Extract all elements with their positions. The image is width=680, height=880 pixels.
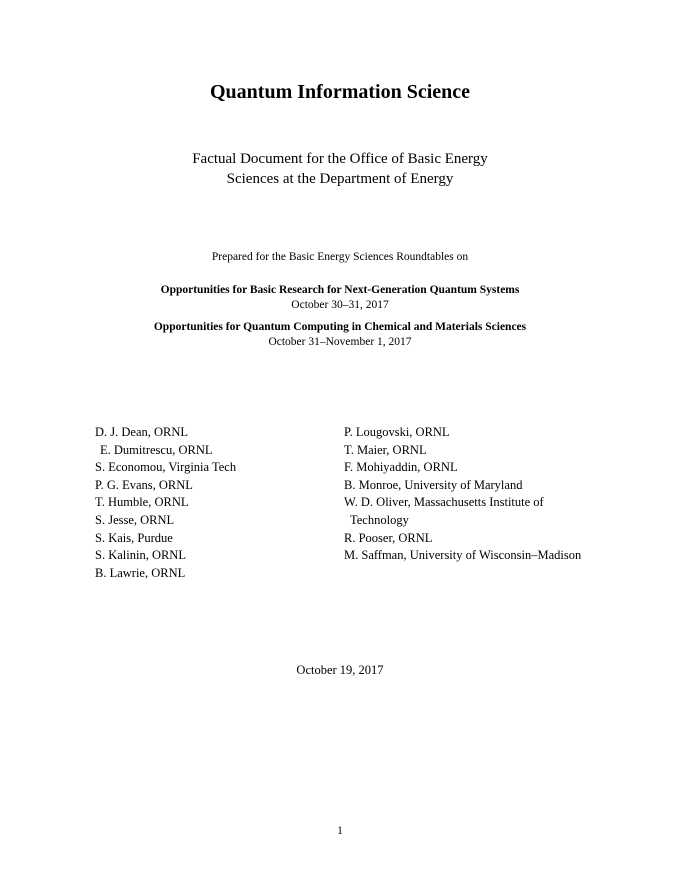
author-name: B. Monroe, University of Maryland	[344, 477, 523, 492]
roundtable-dates: October 31–November 1, 2017	[268, 336, 412, 348]
author-name: W. D. Oliver, Massachusetts Institute of	[344, 495, 544, 510]
subtitle-line: Factual Document for the Office of Basic Energy	[192, 151, 488, 167]
roundtable-name: Opportunities for Basic Research for Next-Generation Quantum Systems	[160, 284, 520, 296]
author-name: E. Dumitrescu, ORNL	[100, 442, 213, 457]
roundtable-entry	[0, 320, 680, 350]
document-title: Quantum Information Science	[210, 81, 470, 103]
subtitle-line: Sciences at the Department of Energy	[226, 171, 454, 187]
author-name: B. Lawrie, ORNL	[95, 565, 186, 580]
roundtable-dates: October 30–31, 2017	[291, 299, 389, 311]
author-name: R. Pooser, ORNL	[344, 530, 433, 545]
authors-right-column	[344, 424, 581, 565]
author-name: S. Kais, Purdue	[95, 530, 173, 545]
author-name: T. Humble, ORNL	[95, 495, 189, 510]
page-number: 1	[337, 825, 343, 837]
author-name: S. Jesse, ORNL	[95, 512, 175, 527]
author-name: P. Lougovski, ORNL	[344, 425, 450, 439]
author-name: F. Mohiyaddin, ORNL	[344, 460, 458, 475]
roundtable-name: Opportunities for Quantum Computing in Chemical and Materials Sciences	[153, 321, 527, 333]
author-name: P. G. Evans, ORNL	[95, 477, 193, 492]
author-name: S. Economou, Virginia Tech	[95, 460, 237, 475]
author-name: S. Kalinin, ORNL	[95, 548, 186, 563]
prepared-for-text: Prepared for the Basic Energy Sciences Roundtables on	[211, 251, 469, 263]
document-date: October 19, 2017	[296, 663, 384, 677]
author-name: M. Saffman, University of Wisconsin–Madison	[344, 548, 582, 563]
authors-left-column	[95, 424, 236, 582]
author-name: T. Maier, ORNL	[344, 442, 427, 457]
roundtable-entry	[0, 283, 680, 313]
author-name: D. J. Dean, ORNL	[95, 425, 189, 439]
author-affiliation-continuation: Technology	[350, 512, 409, 527]
document-subtitle	[0, 149, 680, 189]
